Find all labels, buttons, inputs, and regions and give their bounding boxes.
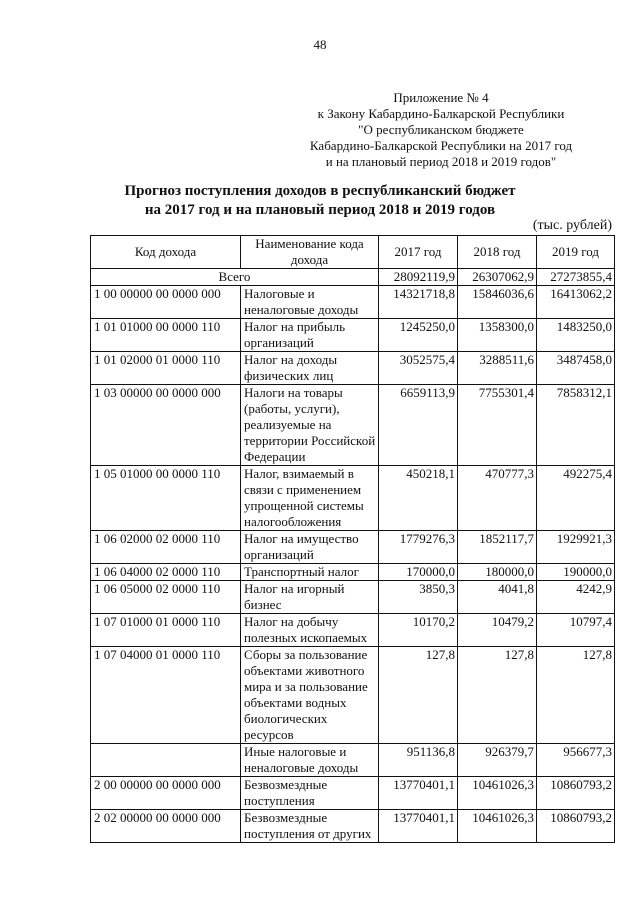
row-2018: 3288511,6 xyxy=(458,352,537,385)
row-2017: 951136,8 xyxy=(379,744,458,777)
total-2018: 26307062,9 xyxy=(458,269,537,286)
row-code: 1 05 01000 00 0000 110 xyxy=(91,466,241,531)
table-row xyxy=(91,466,615,531)
row-name: Налог на имущество организаций xyxy=(241,531,379,564)
table-row xyxy=(91,614,615,647)
row-2019: 1929921,3 xyxy=(537,531,615,564)
row-2017: 13770401,1 xyxy=(379,777,458,810)
row-2018: 470777,3 xyxy=(458,466,537,531)
row-2018: 7755301,4 xyxy=(458,385,537,466)
title-line-1: Прогноз поступления доходов в республиканский бюджет xyxy=(124,183,516,199)
row-2017: 1779276,3 xyxy=(379,531,458,564)
row-2019: 127,8 xyxy=(537,647,615,744)
title-line-2: на 2017 год и на плановый период 2018 и 2019 годов xyxy=(144,202,496,218)
row-2018: 1358300,0 xyxy=(458,319,537,352)
row-2019: 492275,4 xyxy=(537,466,615,531)
table-row xyxy=(91,352,615,385)
row-2017: 1245250,0 xyxy=(379,319,458,352)
row-name: Налог на добычу полезных ископаемых xyxy=(241,614,379,647)
table-row xyxy=(91,581,615,614)
row-2019: 4242,9 xyxy=(537,581,615,614)
header-2018: 2018 год xyxy=(458,236,537,269)
row-2017: 14321718,8 xyxy=(379,286,458,319)
row-2019: 956677,3 xyxy=(537,744,615,777)
header-code: Код дохода xyxy=(91,236,241,269)
row-2018: 10461026,3 xyxy=(458,810,537,843)
table-row xyxy=(91,810,615,843)
row-2017: 6659113,9 xyxy=(379,385,458,466)
row-2017: 170000,0 xyxy=(379,564,458,581)
row-name: Налог на доходы физических лиц xyxy=(241,352,379,385)
table-row xyxy=(91,647,615,744)
row-2018: 4041,8 xyxy=(458,581,537,614)
table-row xyxy=(91,564,615,581)
table-row xyxy=(91,777,615,810)
row-name: Налог на прибыль организаций xyxy=(241,319,379,352)
row-name: Сборы за пользование объектами животного мира и за пользование объектами водных биологических ресурсов xyxy=(241,647,379,744)
total-label: Всего xyxy=(91,269,379,286)
row-name: Транспортный налог xyxy=(241,564,379,581)
row-2018: 10479,2 xyxy=(458,614,537,647)
table-row xyxy=(91,286,615,319)
row-2019: 7858312,1 xyxy=(537,385,615,466)
total-row xyxy=(91,269,615,286)
row-2018: 926379,7 xyxy=(458,744,537,777)
revenue-table xyxy=(90,235,615,843)
appendix-line: "О республиканском бюджете xyxy=(358,122,524,137)
row-code: 1 00 00000 00 0000 000 xyxy=(91,286,241,319)
table-row xyxy=(91,385,615,466)
header-2017: 2017 год xyxy=(379,236,458,269)
row-2018: 127,8 xyxy=(458,647,537,744)
row-2019: 10860793,2 xyxy=(537,777,615,810)
row-code xyxy=(91,744,241,777)
row-code: 1 01 02000 01 0000 110 xyxy=(91,352,241,385)
table-row xyxy=(91,531,615,564)
row-name: Налоги на товары (работы, услуги), реализуемые на территории Российской Федерации xyxy=(241,385,379,466)
row-2017: 13770401,1 xyxy=(379,810,458,843)
total-2019: 27273855,4 xyxy=(537,269,615,286)
row-2019: 1483250,0 xyxy=(537,319,615,352)
row-2018: 10461026,3 xyxy=(458,777,537,810)
row-2017: 450218,1 xyxy=(379,466,458,531)
row-code: 2 00 00000 00 0000 000 xyxy=(91,777,241,810)
appendix-line: и на плановый период 2018 и 2019 годов" xyxy=(325,154,557,169)
appendix-note xyxy=(276,90,606,170)
total-2017: 28092119,9 xyxy=(379,269,458,286)
header-2019: 2019 год xyxy=(537,236,615,269)
row-2019: 10797,4 xyxy=(537,614,615,647)
row-code: 1 06 04000 02 0000 110 xyxy=(91,564,241,581)
row-code: 1 06 02000 02 0000 110 xyxy=(91,531,241,564)
row-name: Безвозмездные поступления xyxy=(241,777,379,810)
row-name: Иные налоговые и неналоговые доходы xyxy=(241,744,379,777)
row-name: Налоговые и неналоговые доходы xyxy=(241,286,379,319)
row-code: 2 02 00000 00 0000 000 xyxy=(91,810,241,843)
table-row xyxy=(91,744,615,777)
row-2017: 127,8 xyxy=(379,647,458,744)
header-name: Наименование кода дохода xyxy=(241,236,379,269)
row-2017: 10170,2 xyxy=(379,614,458,647)
row-code: 1 07 01000 01 0000 110 xyxy=(91,614,241,647)
row-2019: 10860793,2 xyxy=(537,810,615,843)
row-code: 1 07 04000 01 0000 110 xyxy=(91,647,241,744)
table-header-row xyxy=(91,236,615,269)
appendix-line: Приложение № 4 xyxy=(393,90,489,105)
table-row xyxy=(91,319,615,352)
appendix-line: Кабардино-Балкарской Республики на 2017 год xyxy=(309,138,573,153)
row-2018: 15846036,6 xyxy=(458,286,537,319)
row-name: Налог, взимаемый в связи с применением упрощенной системы налогообложения xyxy=(241,466,379,531)
units-label: (тыс. рублей) xyxy=(532,218,612,233)
row-name: Налог на игорный бизнес xyxy=(241,581,379,614)
row-name: Безвозмездные поступления от других xyxy=(241,810,379,843)
row-code: 1 01 01000 00 0000 110 xyxy=(91,319,241,352)
row-2019: 190000,0 xyxy=(537,564,615,581)
row-2018: 180000,0 xyxy=(458,564,537,581)
row-2019: 3487458,0 xyxy=(537,352,615,385)
document-title xyxy=(0,182,640,220)
page-number: 48 xyxy=(313,37,327,52)
row-code: 1 06 05000 02 0000 110 xyxy=(91,581,241,614)
appendix-line: к Закону Кабардино-Балкарской Республики xyxy=(317,106,565,121)
row-2018: 1852117,7 xyxy=(458,531,537,564)
row-2017: 3850,3 xyxy=(379,581,458,614)
row-code: 1 03 00000 00 0000 000 xyxy=(91,385,241,466)
row-2019: 16413062,2 xyxy=(537,286,615,319)
row-2017: 3052575,4 xyxy=(379,352,458,385)
